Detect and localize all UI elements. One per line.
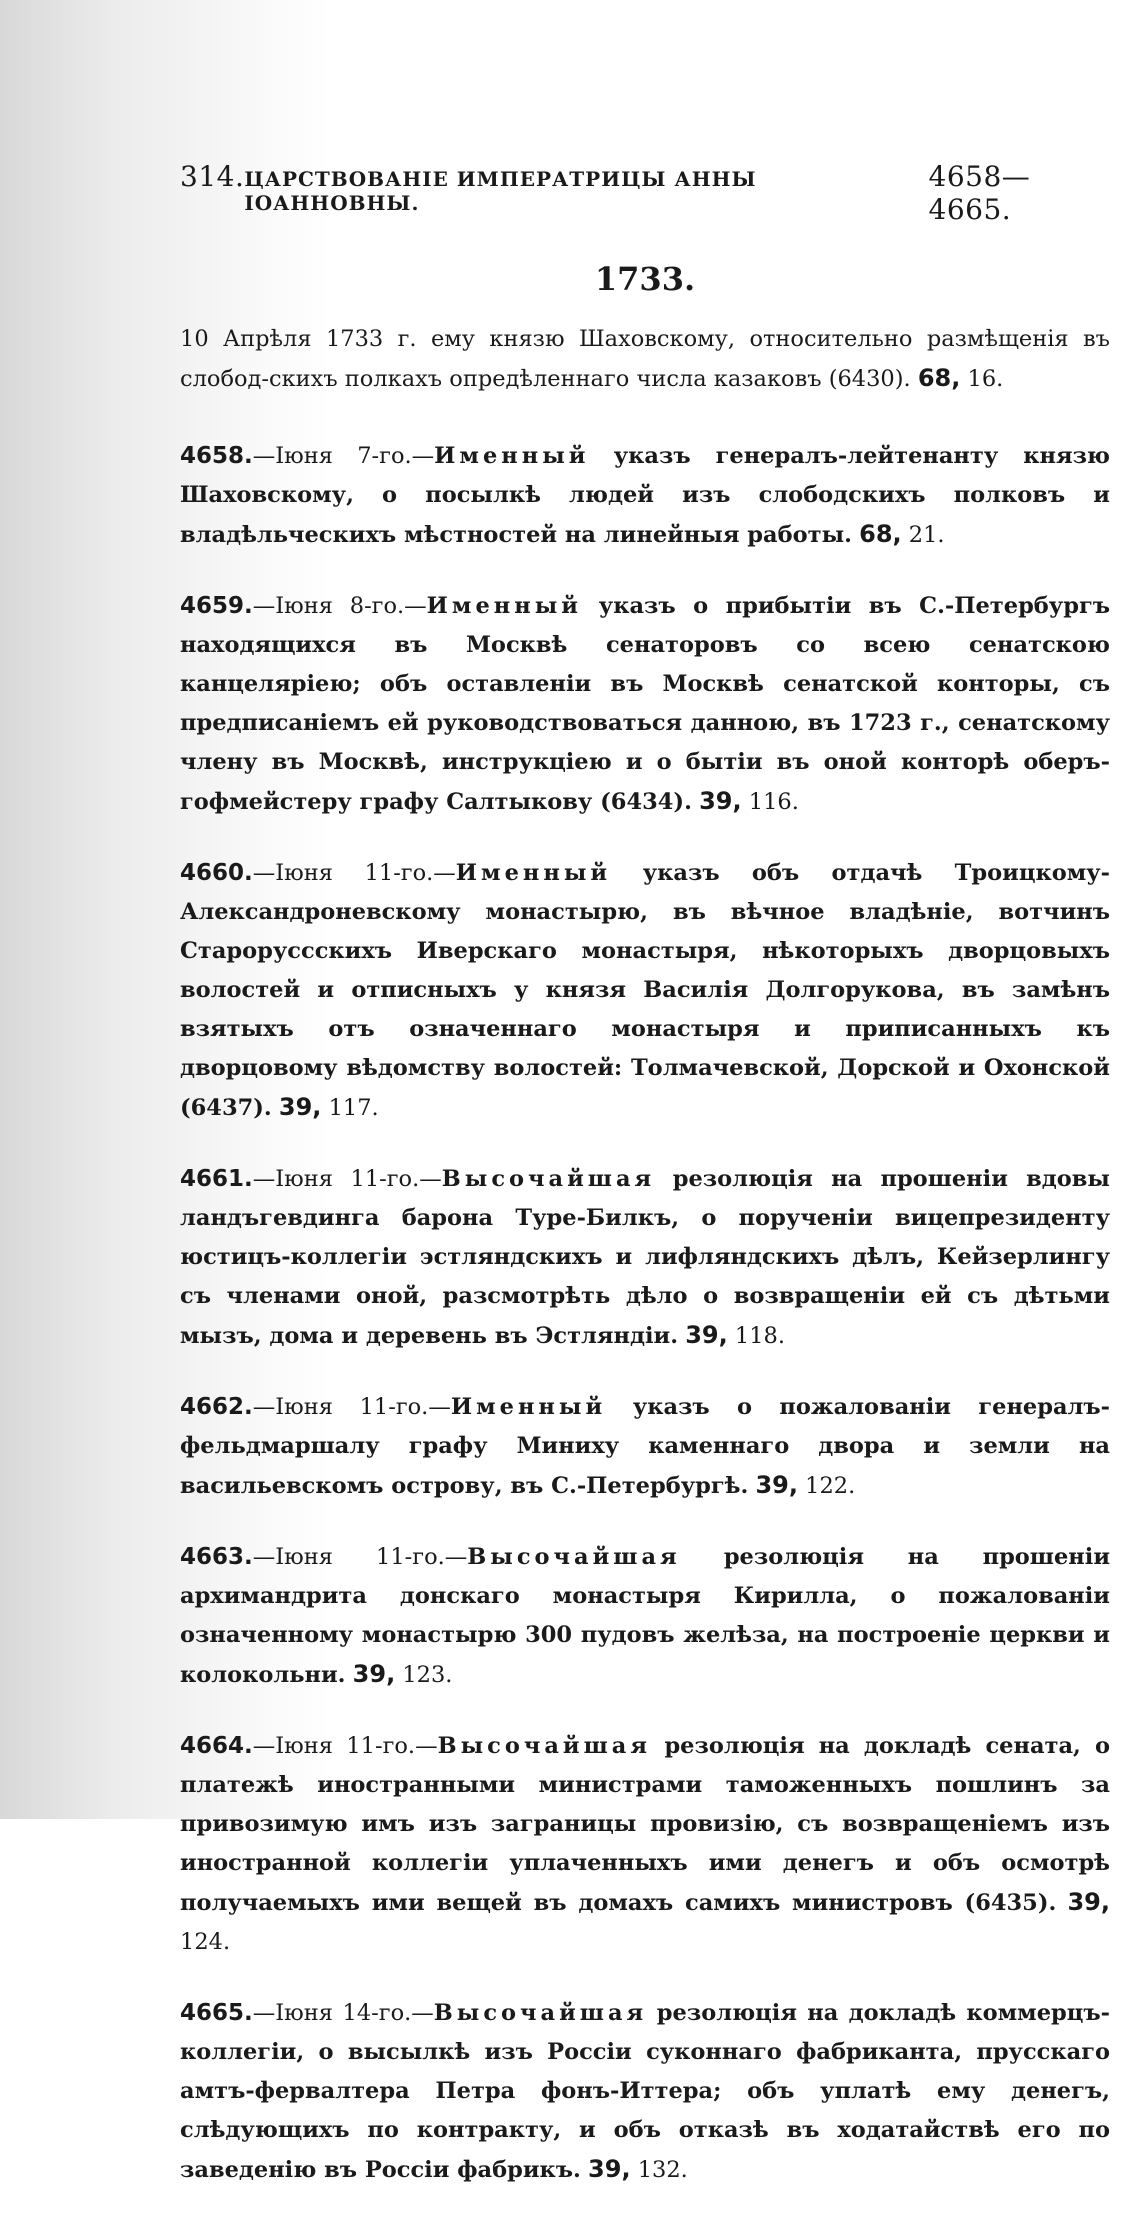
entry-kind: Высочайшая <box>433 2000 648 2026</box>
entry-range: 4658—4665. <box>928 160 1031 226</box>
intro-volume-ref: 68, <box>917 364 961 392</box>
entry-4661 <box>180 1160 1110 1356</box>
entry-4662 <box>180 1388 1110 1506</box>
entry-volume-ref: 39, <box>699 787 742 815</box>
year-heading: 1733. <box>594 260 696 298</box>
entry-4665 <box>180 1994 1110 2190</box>
entry-number: 4658. <box>180 443 253 469</box>
entry-volume-ref: 39, <box>1067 1888 1110 1916</box>
entry-kind: Высочайшая <box>437 1733 651 1759</box>
entry-number: 4659. <box>180 593 253 619</box>
entry-number: 4665. <box>180 2000 253 2026</box>
entry-page-ref: 132. <box>637 2157 688 2183</box>
header-title: ЦАРСТВОВАНІЕ ИМПЕРАТРИЦЫ АННЫ ІОАННОВНЫ. <box>244 167 757 215</box>
entry-date: —Іюня 11-го.— <box>252 1544 468 1570</box>
entry-4660 <box>180 854 1110 1128</box>
entry-page-ref: 122. <box>805 1473 856 1499</box>
entry-text: указъ генералъ-лейтенанту князю Шаховскому, о посылкѣ людей изъ слободскихъ полковъ и владѣльческихъ мѣстностей на линейныя работы. <box>180 443 1110 548</box>
entry-date: —Іюня 14-го.— <box>252 2000 434 2026</box>
entry-kind: Именный <box>434 443 590 469</box>
entry-number: 4662. <box>180 1394 253 1420</box>
entry-number: 4660. <box>180 860 253 886</box>
entry-page-ref: 118. <box>734 1323 785 1349</box>
entry-volume-ref: 68, <box>859 520 902 548</box>
entry-text: резолюція на докладѣ сената, о платежѣ иностранными министрами таможенныхъ пошлинъ за привозимую имъ изъ заграницы провизію, съ возвращеніемъ изъ иностранной коллегіи уплаченныхъ ими денегъ и объ осмотрѣ получаемыхъ ими вещей въ домахъ самихъ министровъ (6435). <box>180 1733 1110 1916</box>
entry-kind: Именный <box>426 593 582 619</box>
entry-number: 4664. <box>180 1733 253 1759</box>
entry-4664 <box>180 1727 1110 1962</box>
entry-volume-ref: 39, <box>685 1321 728 1349</box>
intro-text: 10 Апрѣля 1733 г. ему князю Шаховскому, относительно размѣщенія въ слобод-скихъ полкахъ опредѣленнаго числа казаковъ (6430). <box>180 326 1110 392</box>
entry-page-ref: 21. <box>908 522 945 548</box>
document-page <box>180 160 1110 2222</box>
entry-kind: Именный <box>450 1394 607 1420</box>
entry-kind: Высочайшая <box>467 1544 681 1570</box>
entry-kind: Высочайшая <box>441 1166 656 1192</box>
entry-date: —Іюня 11-го.— <box>252 1394 451 1420</box>
entry-date: —Іюня 11-го.— <box>252 1166 442 1192</box>
entry-page-ref: 117. <box>328 1095 379 1121</box>
entry-text: указъ о прибытіи въ С.-Петербургъ находящихся въ Москвѣ сенаторовъ со всею сенатскою канцеляріею; объ оставленіи въ Москвѣ сенатской конторы, съ предписаніемъ ей руководствоваться данною, въ 1723 г., сенатскому члену въ Москвѣ, инструкціею и о бытіи въ оной конторѣ оберъ-гофмейстеру графу Салтыкову (6434). <box>180 593 1110 815</box>
entry-volume-ref: 39, <box>755 1471 798 1499</box>
entry-page-ref: 124. <box>180 1929 231 1955</box>
page-number: 314. <box>180 160 245 193</box>
entry-number: 4663. <box>180 1544 253 1570</box>
entry-date: —Іюня 11-го.— <box>252 1733 438 1759</box>
entry-volume-ref: 39, <box>352 1660 396 1688</box>
entry-date: —Іюня 8-го.— <box>252 593 427 619</box>
entry-text: указъ объ отдачѣ Троицкому-Александроневскому монастырю, въ вѣчное владѣніе, вотчинъ Староруссскихъ Иверскаго монастыря, нѣкоторыхъ дворцовыхъ волостей и отписныхъ у князя Василія Долгорукова, въ замѣнъ взятыхъ отъ означеннаго монастыря и приписанныхъ къ дворцовому вѣдомству волостей: Толмачевской, Дорской и Охонской (6437). <box>180 860 1110 1121</box>
entry-volume-ref: 39, <box>588 2155 631 2183</box>
entry-text: указъ о пожалованіи генералъ-фельдмаршалу графу Миниху каменнаго двора и земли на васильевскомъ острову, въ С.-Петербургѣ. <box>180 1394 1110 1499</box>
intro-paragraph <box>180 320 1110 399</box>
entry-date: —Іюня 11-го.— <box>252 860 456 886</box>
entry-page-ref: 116. <box>748 789 799 815</box>
running-header <box>180 160 1110 226</box>
entry-date: —Іюня 7-го.— <box>252 443 435 469</box>
entry-text: резолюція на докладѣ коммерцъ-коллегіи, о высылкѣ изъ Россіи суконнаго фабриканта, прусскаго амтъ-фервалтера Петра фонъ-Иттера; объ уплатѣ ему денегъ, слѣдующихъ по контракту, и объ отказѣ въ ходатайствѣ его по заведенію въ Россіи фабрикъ. <box>180 2000 1110 2183</box>
intro-page-ref: 16. <box>967 366 1004 392</box>
entry-text: резолюція на прошеніи архимандрита донскаго монастыря Кирилла, о пожалованіи означенному монастырю 300 пудовъ желѣза, на построеніе церкви и колокольни. <box>180 1544 1111 1688</box>
entry-4658 <box>180 437 1110 555</box>
entry-text: резолюція на прошеніи вдовы ландъгевдинга барона Туре-Билкъ, о порученіи вицепрезиденту юстицъ-коллегіи эстляндскихъ и лифляндскихъ дѣлъ, Кейзерлингу съ членами оной, разсмотрѣть дѣло о возвращеніи ей съ дѣтьми мызъ, дома и деревень въ Эстляндіи. <box>180 1166 1110 1349</box>
entry-4659 <box>180 587 1110 822</box>
entry-kind: Именный <box>455 860 612 886</box>
entry-page-ref: 123. <box>402 1662 453 1688</box>
entry-4663 <box>180 1538 1110 1695</box>
entry-volume-ref: 39, <box>278 1093 322 1121</box>
entry-number: 4661. <box>180 1166 253 1192</box>
